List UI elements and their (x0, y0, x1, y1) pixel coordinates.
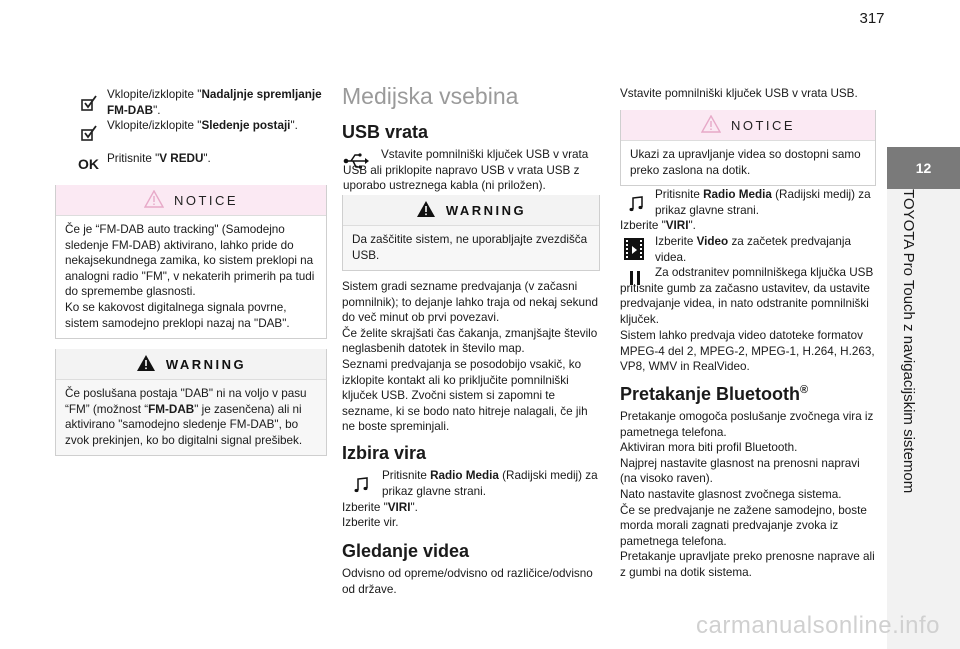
section-title-media: Medijska vsebina (342, 83, 519, 109)
warning-body: Če poslušana postaja "DAB" ni na voljo v pasu “FM” (možnost “FM-DAB" je zasenčena) ali ni aktivirano "samodejno sledenje FM-DAB", bo zvok prekinjen, ko bo digitalni signal prešibek. (56, 380, 326, 455)
warning-triangle-icon (136, 354, 156, 375)
warning-triangle-icon (144, 190, 164, 211)
warning-triangle-icon (416, 200, 436, 221)
video-description: Odvisno od opreme/odvisno od različice/odvisno od države. (342, 567, 593, 596)
item-v-redu: Pritisnite "V REDU". (107, 152, 211, 165)
video-intro: Vstavite pomnilniški ključek USB v vrata USB. (620, 87, 858, 100)
notice-body: Če je “FM-DAB auto tracking" (Samodejno sledenje FM-DAB) aktivirano, lahko pride do nekajsekundnega zamika, ko sistem preklopi na analogni radio "FM", v nekaterih primerih pa tudi do spremembe glasnosti. Ko se kakovost digitalnega signala povrne, sistem samodejno preklopi nazaj na "DAB". (56, 216, 326, 338)
usb-body-text: Sistem gradi sezname predvajanja (v začasni pomnilnik); to dejanje lahko traja od nekaj sekund do več minut ob prvi povezavi. Če želite skrajšati čas čakanja, zmanjšajte število neglasbenih datotek in število map. Seznami predvajanja se posodobijo vsakič, ko izklopite kontakt ali ko priključite pomnilniški ključek USB. Zvočni sistem si zapomni te sezname, ki se bodo nato hitreje nalagali, če jih ne boste spreminjali. (342, 280, 598, 434)
heading-bluetooth: Pretakanje Bluetooth® (620, 384, 809, 404)
warning-body: Da zaščitite sistem, ne uporabljajte zvezdišča USB. (343, 226, 599, 270)
video-step-select-video: Izberite Video za začetek predvajanja videa. (655, 235, 851, 264)
warning-triangle-icon (701, 115, 721, 136)
notice-title: NOTICE (730, 117, 796, 133)
notice-title: NOTICE (173, 192, 239, 208)
checkbox-icon (80, 124, 98, 142)
warning-header (56, 349, 326, 380)
checkbox-icon (80, 94, 98, 112)
video-step-radio-media: Pritisnite Radio Media (Radijski medij) za prikaz glavne strani. (655, 188, 871, 217)
page-number: 317 (859, 10, 885, 27)
source-step-choose: Izberite vir. (342, 516, 399, 529)
usb-description: Vstavite pomnilniški ključek USB v vrata USB ali priklopite napravo USB v vrata USB z uporabo ustreznega kabla (ni priložen). (343, 148, 589, 193)
warning-title: WARNING (165, 356, 247, 372)
warning-box-usb (342, 195, 600, 271)
video-formats: Sistem lahko predvaja video datoteke formatov MPEG-4 del 2, MPEG-2, MPEG-1, H.264, H.263, VP8, WMV in RealVideo. (620, 329, 875, 374)
warning-title: WARNING (445, 202, 527, 218)
warning-box-dab (55, 349, 327, 456)
warning-header (343, 195, 599, 226)
video-step-remove-usb: Za odstranitev pomnilniškega ključka USB pritisnite gumb za začasno ustavitev, da ustavite predvajanje videa, in nato odstranite pomnilniški ključek. (620, 266, 874, 326)
watermark: carmanualsonline.info (696, 612, 940, 639)
video-step-viri: Izberite "VIRI". (620, 219, 696, 232)
notice-box-dab (55, 185, 327, 339)
item-nadaljnje-spremljanje: Vklopite/izklopite "Nadaljnje spremljanje FM-DAB". (107, 88, 322, 117)
ok-button-label: OK (78, 156, 99, 172)
notice-header (56, 185, 326, 216)
film-icon (623, 237, 645, 261)
side-title-text: TOYOTA Pro Touch z navigacijskim sistemom (900, 189, 917, 494)
heading-izbira-vira: Izbira vira (342, 443, 427, 463)
side-title (887, 189, 927, 494)
heading-gledanje-videa: Gledanje videa (342, 541, 470, 561)
music-note-icon (352, 476, 370, 494)
item-sledenje-postaji: Vklopite/izklopite "Sledenje postaji". (107, 119, 298, 132)
source-step-radio-media: Pritisnite Radio Media (Radijski medij) za prikaz glavne strani. (382, 469, 598, 498)
chapter-tab[interactable]: 12 (887, 147, 960, 189)
music-note-icon (627, 195, 645, 213)
notice-box-video (620, 110, 876, 186)
notice-header (621, 110, 875, 141)
notice-body: Ukazi za upravljanje videa so dostopni samo preko zaslona na dotik. (621, 141, 875, 185)
heading-usb: USB vrata (342, 122, 429, 142)
source-step-viri: Izberite "VIRI". (342, 501, 418, 514)
bluetooth-description: Pretakanje omogoča poslušanje zvočnega vira iz pametnega telefona. Aktiviran mora biti profil Bluetooth. Najprej nastavite glasnost na prenosni napravi (na visoko raven). Nato nastavite glasnost zvočnega sistema. Če se predvajanje ne zažene samodejno, boste morda morali zagnati predvajanje zvoka iz pametnega telefona. Pretakanje upravljate preko prenosne naprave ali z gumbi na dotik sistema. (620, 410, 875, 579)
